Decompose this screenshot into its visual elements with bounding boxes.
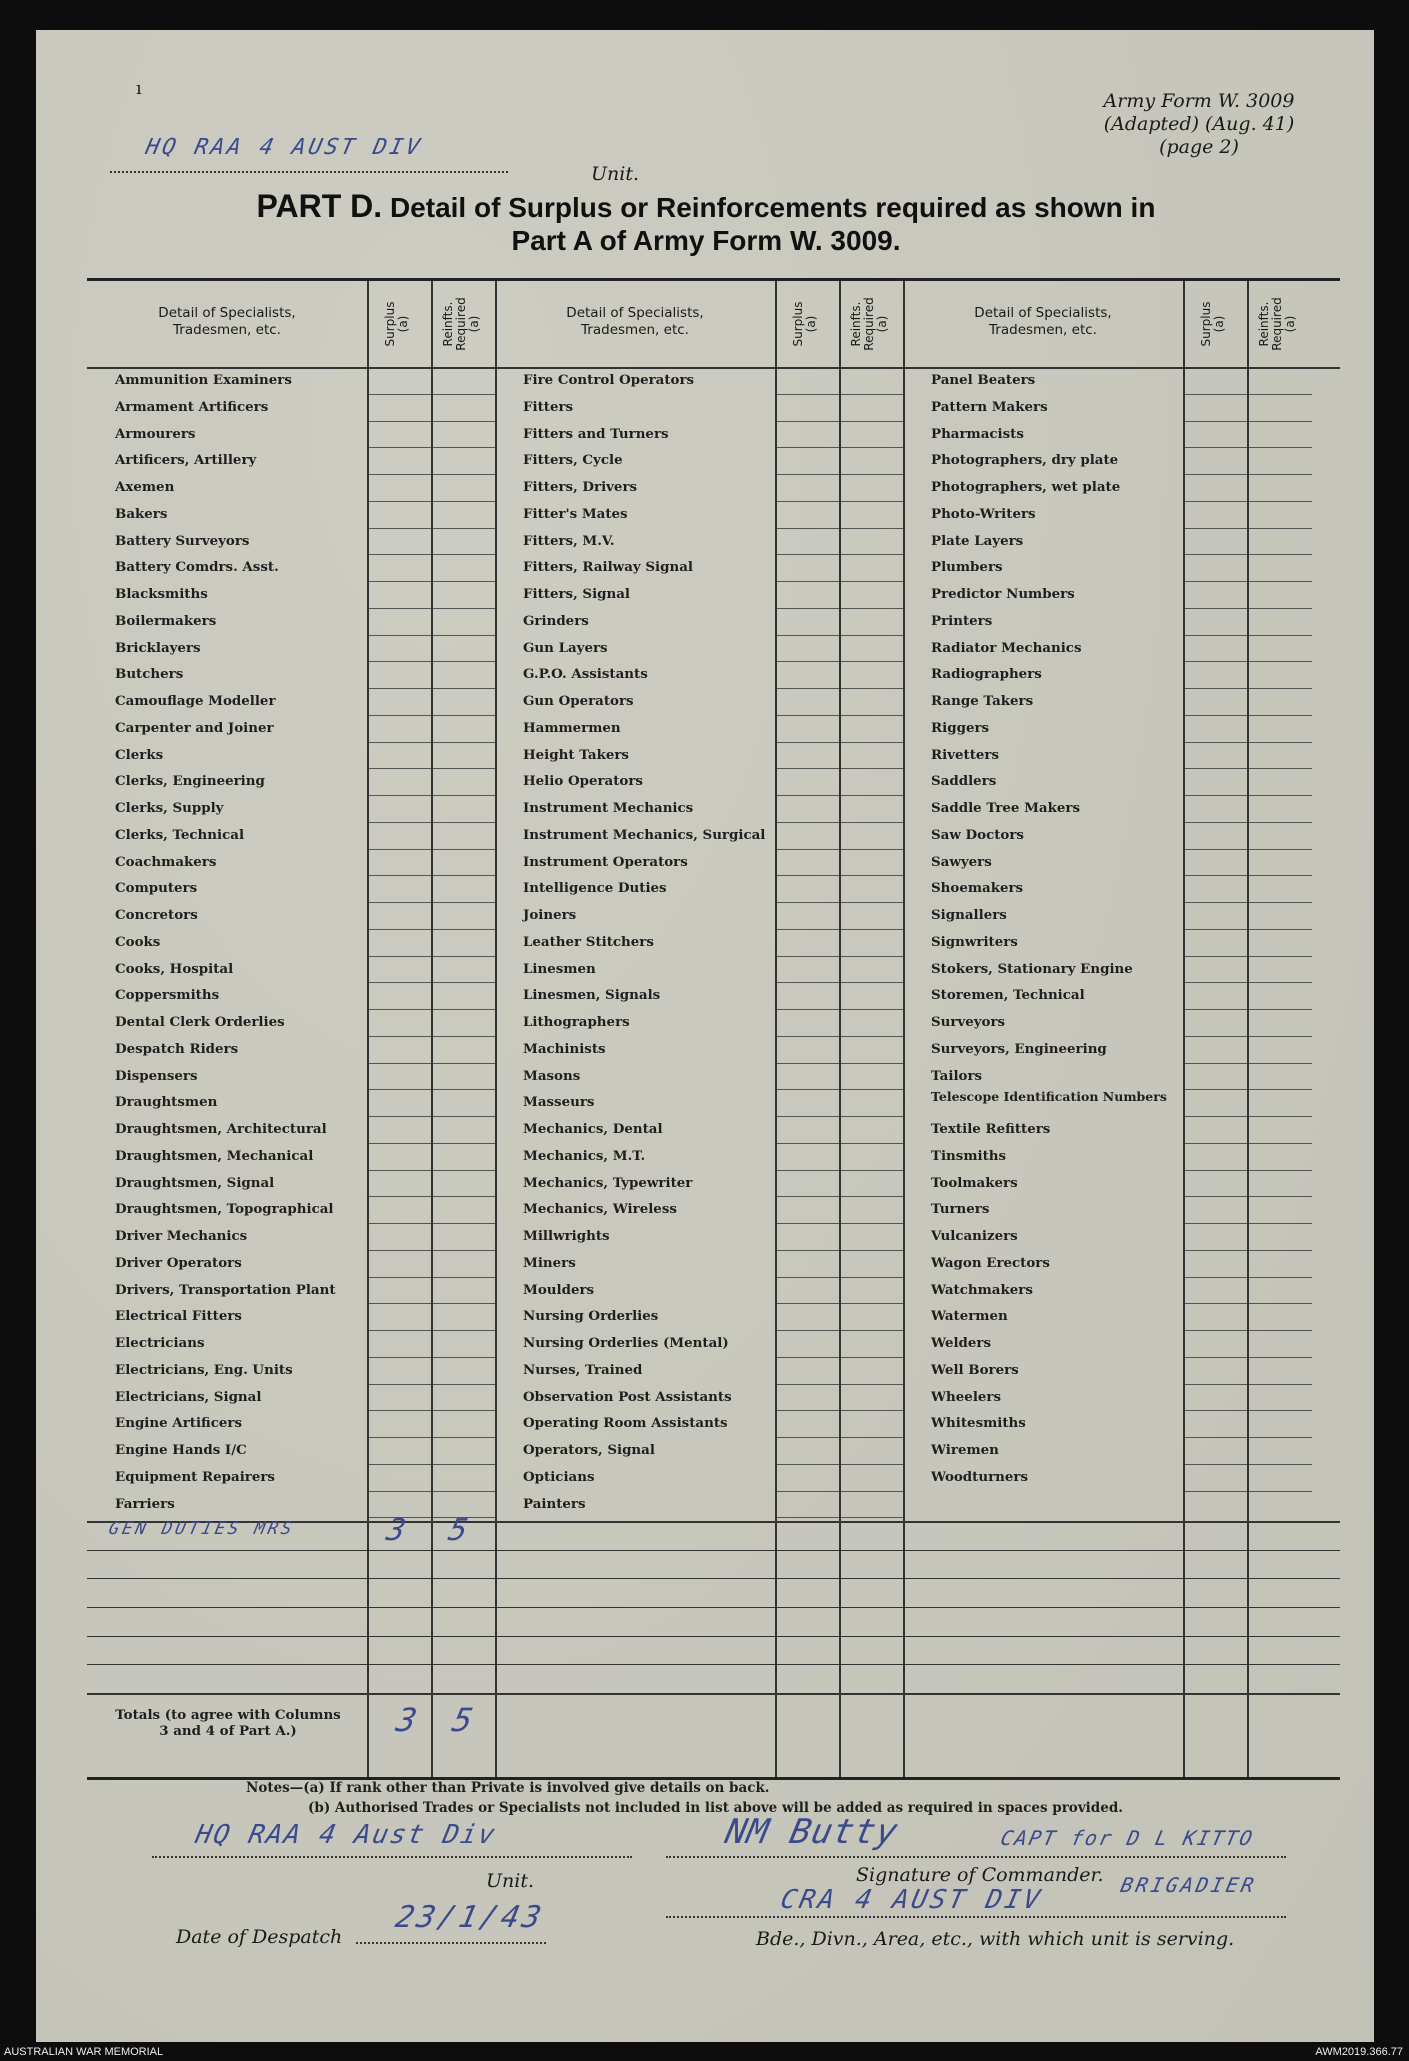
column-line: [903, 281, 905, 1777]
trade-label: Storemen, Technical: [931, 987, 1085, 1004]
trade-label: Draughtsmen: [115, 1094, 218, 1111]
extra-entry-label: GEN DUTIES MRS: [106, 1519, 297, 1540]
blank-row-line: [87, 1607, 1340, 1608]
trade-label: Nursing Orderlies: [523, 1308, 659, 1325]
unit-signature-line: [152, 1856, 632, 1858]
signature-label: Signature of Commander.: [856, 1864, 1104, 1886]
trade-label: Mechanics, Dental: [523, 1121, 663, 1137]
trade-label: Masseurs: [523, 1094, 595, 1111]
trade-label: Electricians, Eng. Units: [115, 1361, 293, 1378]
note-a: Notes—(a) If rank other than Private is involved give details on back.: [246, 1780, 770, 1796]
archive-id: AWM2019.366.77: [1315, 2046, 1403, 2058]
trade-label: Watchmakers: [931, 1281, 1033, 1298]
footer-unit-label: Unit.: [486, 1870, 535, 1892]
totals-reinfts: 5: [448, 1700, 480, 1739]
trade-label: Machinists: [523, 1040, 606, 1057]
trade-label: Pharmacists: [931, 425, 1024, 442]
trade-label: Draughtsmen, Signal: [115, 1174, 275, 1191]
trade-label: Signallers: [931, 907, 1007, 923]
trade-label: Dispensers: [115, 1067, 198, 1084]
trade-label: Clerks, Technical: [115, 826, 245, 843]
form-id-line-3: (page 2): [1159, 136, 1239, 158]
trade-label: Drivers, Transportation Plant: [115, 1281, 336, 1298]
archive-label: AUSTRALIAN WAR MEMORIAL: [4, 2046, 164, 2058]
trade-label: Bricklayers: [115, 639, 201, 656]
trade-label: Wagon Erectors: [931, 1254, 1050, 1271]
trade-label: Draughtsmen, Architectural: [115, 1121, 327, 1137]
commander-signature-line: [666, 1856, 1286, 1858]
trade-label: Opticians: [523, 1468, 595, 1485]
trade-label: Boilermakers: [115, 612, 217, 629]
trade-label: Welders: [931, 1335, 992, 1351]
trade-label: Telescope Identification Numbers: [931, 1089, 1167, 1105]
trade-label: Shoemakers: [931, 880, 1024, 897]
trade-label: Clerks, Supply: [115, 800, 224, 816]
blank-row-line: [87, 1664, 1340, 1665]
trade-label: Equipment Repairers: [115, 1468, 275, 1485]
extra-entry-reinfts: 5: [445, 1513, 474, 1549]
trade-label: Predictor Numbers: [931, 586, 1075, 602]
trade-label: Toolmakers: [931, 1174, 1018, 1191]
column-header-surplus: Surplus (a): [383, 301, 410, 347]
trade-label: Pattern Makers: [931, 398, 1048, 415]
form-id-line-2: (Adapted) (Aug. 41): [1103, 113, 1295, 135]
trade-label: Mechanics, Wireless: [523, 1201, 677, 1218]
trade-label: Moulders: [523, 1281, 595, 1298]
trade-label: Cooks, Hospital: [115, 960, 234, 977]
column-header-detail: Detail of Specialists, Tradesmen, etc.: [974, 305, 1112, 338]
trade-label: Coppersmiths: [115, 987, 220, 1004]
trade-label: Riggers: [931, 719, 990, 736]
trade-label: Electrical Fitters: [115, 1308, 242, 1325]
trade-label: Axemen: [115, 479, 175, 495]
trade-label: Saw Doctors: [931, 826, 1024, 843]
trade-label: Fitters, Railway Signal: [523, 559, 693, 576]
trade-label: Well Borers: [931, 1361, 1019, 1378]
trade-label: Woodturners: [931, 1468, 1028, 1485]
page-title: [106, 188, 1306, 225]
trade-label: Despatch Riders: [115, 1040, 239, 1057]
trade-label: Clerks, Engineering: [115, 773, 265, 790]
trade-label: Carpenter and Joiner: [115, 719, 274, 736]
trade-label: Vulcanizers: [931, 1228, 1018, 1244]
blank-row-line: [87, 1578, 1340, 1579]
trade-label: Fitters, Cycle: [523, 452, 623, 469]
trade-label: Wheelers: [931, 1388, 1002, 1405]
trade-label: Operators, Signal: [523, 1442, 655, 1458]
column-line: [775, 281, 777, 1777]
trade-label: Electricians: [115, 1335, 205, 1351]
column-header-detail: Detail of Specialists, Tradesmen, etc.: [158, 305, 296, 338]
trade-label: Masons: [523, 1067, 581, 1084]
column-header-detail: Detail of Specialists, Tradesmen, etc.: [566, 305, 704, 338]
trade-label: G.P.O. Assistants: [523, 666, 648, 683]
trade-label: Camouflage Modeller: [115, 693, 276, 709]
trade-label: Plate Layers: [931, 532, 1024, 549]
trade-label: Draughtsmen, Mechanical: [115, 1147, 314, 1164]
trade-label: Mechanics, M.T.: [523, 1147, 646, 1164]
trade-label: Armourers: [115, 425, 196, 442]
trade-label: Blacksmiths: [115, 586, 208, 602]
unit-handwritten: HQ RAA 4 AUST DIV: [143, 135, 425, 160]
totals-label: Totals (to agree with Columns 3 and 4 of Part A.): [115, 1706, 341, 1739]
note-b: (b) Authorised Trades or Specialists not included in list above will be added as required in spaces provided.: [308, 1800, 1123, 1816]
trade-label: Farriers: [115, 1495, 175, 1512]
column-line: [839, 281, 841, 1777]
trade-label: Draughtsmen, Topographical: [115, 1201, 334, 1218]
trades-table: [87, 278, 1340, 1780]
column-line: [495, 281, 497, 1777]
blank-row-line: [87, 1693, 1340, 1695]
trade-label: Photo-Writers: [931, 505, 1036, 522]
trade-label: Painters: [523, 1495, 586, 1512]
trade-label: Fire Control Operators: [523, 372, 695, 388]
trade-label: Miners: [523, 1254, 576, 1271]
trade-label: Grinders: [523, 612, 589, 629]
trade-label: Linesmen, Signals: [523, 987, 661, 1004]
trade-label: Height Takers: [523, 746, 629, 763]
trade-label: Operating Room Assistants: [523, 1415, 728, 1432]
trade-label: Joiners: [523, 907, 577, 923]
column-line: [1183, 281, 1185, 1777]
trade-label: Leather Stitchers: [523, 933, 654, 950]
trade-label: Computers: [115, 880, 198, 897]
form-paper: [36, 30, 1374, 2042]
trade-label: Gun Layers: [523, 639, 608, 656]
trade-label: Whitesmiths: [931, 1415, 1026, 1432]
trade-label: Stokers, Stationary Engine: [931, 960, 1133, 977]
trade-label: Fitters: [523, 398, 574, 415]
trade-label: Hammermen: [523, 719, 621, 736]
trade-label: Watermen: [931, 1308, 1008, 1325]
trade-label: Battery Surveyors: [115, 532, 250, 549]
date-handwritten: 23/1/43: [392, 1900, 548, 1935]
trade-label: Saddle Tree Makers: [931, 800, 1080, 816]
trade-label: Dental Clerk Orderlies: [115, 1014, 285, 1030]
trade-label: Textile Refitters: [931, 1121, 1051, 1137]
trade-label: Radiographers: [931, 666, 1042, 683]
rank-handwritten: BRIGADIER: [1118, 1873, 1259, 1897]
trade-label: Rivetters: [931, 746, 999, 763]
trade-label: Plumbers: [931, 559, 1003, 576]
trade-label: Nurses, Trained: [523, 1361, 643, 1378]
blank-row-line: [87, 1550, 1340, 1551]
column-line: [1247, 281, 1249, 1777]
column-header-reinfts: Reinfts. Required (a): [1257, 297, 1297, 351]
trade-label: Armament Artificers: [115, 398, 269, 415]
trade-label: Cooks: [115, 933, 161, 950]
trade-label: Tailors: [931, 1067, 983, 1084]
trade-label: Concretors: [115, 907, 198, 923]
trade-label: Wiremen: [931, 1442, 999, 1458]
trade-label: Instrument Mechanics: [523, 800, 694, 816]
trade-label: Intelligence Duties: [523, 880, 667, 897]
trade-label: Electricians, Signal: [115, 1388, 262, 1405]
margin-tick: ı: [136, 78, 142, 99]
trade-label: Butchers: [115, 666, 184, 683]
trade-label: Ammunition Examiners: [115, 372, 292, 388]
trade-label: Radiator Mechanics: [931, 639, 1082, 656]
trade-label: Fitters, Drivers: [523, 479, 638, 495]
column-header-surplus: Surplus (a): [1199, 301, 1226, 347]
bde-handwritten: CRA 4 AUST DIV: [777, 1885, 1046, 1915]
trade-label: Battery Comdrs. Asst.: [115, 559, 279, 576]
trade-label: Panel Beaters: [931, 372, 1036, 388]
title-part: PART D.: [256, 188, 383, 224]
extra-entry-surplus: 3: [383, 1513, 412, 1549]
unit-label: Unit.: [591, 163, 640, 185]
trade-label: Fitters, M.V.: [523, 532, 615, 549]
bde-line: [666, 1916, 1286, 1918]
trade-label: Engine Hands I/C: [115, 1442, 247, 1458]
form-identifier: [1074, 90, 1324, 159]
column-line: [431, 281, 433, 1777]
trade-label: Photographers, wet plate: [931, 479, 1121, 495]
trade-label: Instrument Operators: [523, 853, 688, 870]
date-line: [356, 1942, 546, 1944]
trade-label: Coachmakers: [115, 853, 217, 870]
date-label: Date of Despatch: [176, 1926, 343, 1948]
trade-label: Bakers: [115, 505, 168, 522]
bde-label: Bde., Divn., Area, etc., with which unit is serving.: [756, 1928, 1235, 1950]
trade-label: Nursing Orderlies (Mental): [523, 1335, 729, 1351]
trade-label: Observation Post Assistants: [523, 1388, 732, 1405]
totals-surplus: 3: [392, 1700, 424, 1739]
trade-label: Sawyers: [931, 853, 992, 870]
trade-label: Instrument Mechanics, Surgical: [523, 826, 766, 843]
trade-label: Photographers, dry plate: [931, 452, 1119, 469]
trade-label: Fitters, Signal: [523, 586, 631, 602]
trade-label: Turners: [931, 1201, 990, 1218]
column-header-surplus: Surplus (a): [791, 301, 818, 347]
footer-unit-handwritten: HQ RAA 4 Aust Div: [192, 1820, 500, 1850]
page-title-line-2: Part A of Army Form W. 3009.: [511, 225, 901, 256]
trade-label: Gun Operators: [523, 693, 634, 709]
column-header-reinfts: Reinfts. Required (a): [849, 297, 889, 351]
title-rest: Detail of Surplus or Reinforcements required as shown in: [389, 192, 1156, 223]
blank-row-line: [87, 1636, 1340, 1637]
trade-label: Linesmen: [523, 960, 596, 977]
trade-label: Driver Operators: [115, 1254, 242, 1271]
trade-label: Millwrights: [523, 1228, 610, 1244]
trade-label: Lithographers: [523, 1014, 630, 1030]
trade-label: Printers: [931, 612, 993, 629]
trade-label: Surveyors, Engineering: [931, 1040, 1107, 1057]
trade-label: Fitter's Mates: [523, 505, 628, 522]
trade-label: Signwriters: [931, 933, 1018, 950]
trade-label: Fitters and Turners: [523, 425, 669, 442]
trade-label: Range Takers: [931, 693, 1034, 709]
column-line: [367, 281, 369, 1777]
trade-label: Tinsmiths: [931, 1147, 1007, 1164]
trade-label: Mechanics, Typewriter: [523, 1174, 693, 1191]
trade-label: Clerks: [115, 746, 164, 763]
trade-label: Driver Mechanics: [115, 1228, 248, 1244]
trade-label: Engine Artificers: [115, 1415, 243, 1432]
form-id-line-1: Army Form W. 3009: [1103, 90, 1295, 112]
signature-note: CAPT for D L KITTO: [998, 1826, 1257, 1850]
trade-label: Helio Operators: [523, 773, 643, 790]
trade-label: Saddlers: [931, 773, 997, 790]
signature-handwritten: NM Butty: [721, 1812, 903, 1852]
column-header-reinfts: Reinfts. Required (a): [441, 297, 481, 351]
trade-label: Artificers, Artillery: [115, 452, 257, 469]
trade-label: Surveyors: [931, 1014, 1006, 1030]
